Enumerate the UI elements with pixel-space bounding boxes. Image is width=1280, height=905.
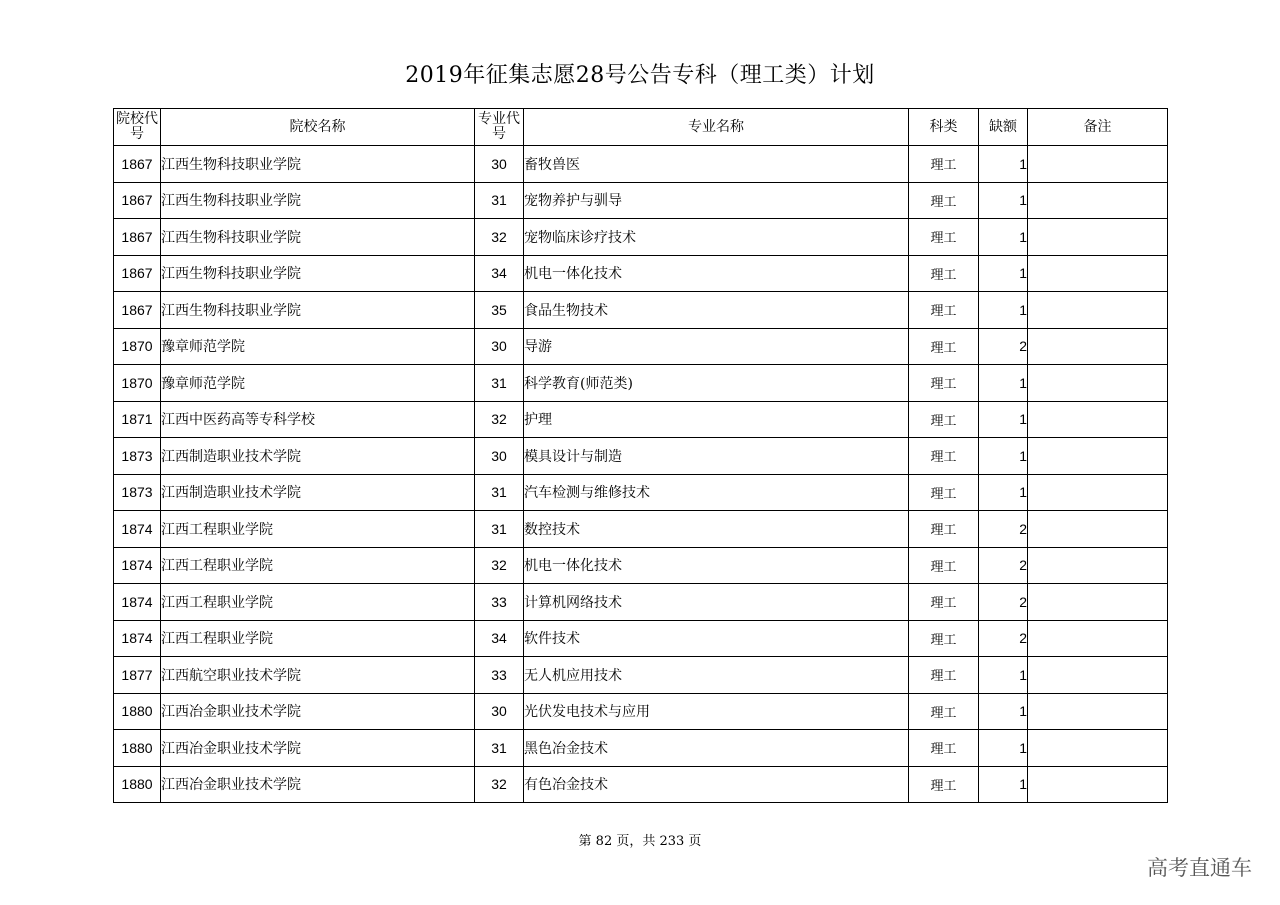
cell-quota: 2 — [979, 547, 1028, 584]
cell-quota: 1 — [979, 693, 1028, 730]
cell-quota: 2 — [979, 620, 1028, 657]
cell-major-code: 30 — [475, 328, 524, 365]
cell-quota: 2 — [979, 328, 1028, 365]
cell-major-name: 机电一体化技术 — [524, 547, 909, 584]
cell-major-name: 科学教育(师范类) — [524, 365, 909, 402]
cell-major-code: 34 — [475, 255, 524, 292]
cell-remarks — [1028, 620, 1168, 657]
cell-major-name: 数控技术 — [524, 511, 909, 548]
cell-major-code: 32 — [475, 547, 524, 584]
cell-school-code: 1874 — [114, 511, 161, 548]
table-row — [114, 547, 1168, 584]
cell-quota: 1 — [979, 438, 1028, 475]
cell-major-name: 光伏发电技术与应用 — [524, 693, 909, 730]
cell-category: 理工 — [909, 328, 979, 365]
cell-major-name: 软件技术 — [524, 620, 909, 657]
cell-quota: 2 — [979, 511, 1028, 548]
cell-school-name: 江西生物科技职业学院 — [161, 255, 475, 292]
cell-school-name: 江西制造职业技术学院 — [161, 474, 475, 511]
header-category: 科类 — [909, 109, 979, 146]
cell-major-name: 黑色冶金技术 — [524, 730, 909, 767]
cell-school-code: 1870 — [114, 328, 161, 365]
cell-remarks — [1028, 182, 1168, 219]
cell-major-code: 30 — [475, 693, 524, 730]
cell-remarks — [1028, 766, 1168, 803]
table-row — [114, 328, 1168, 365]
cell-remarks — [1028, 657, 1168, 694]
cell-remarks — [1028, 255, 1168, 292]
cell-school-name: 江西航空职业技术学院 — [161, 657, 475, 694]
cell-quota: 2 — [979, 584, 1028, 621]
cell-remarks — [1028, 693, 1168, 730]
cell-remarks — [1028, 219, 1168, 256]
cell-category: 理工 — [909, 547, 979, 584]
cell-category: 理工 — [909, 182, 979, 219]
cell-major-name: 汽车检测与维修技术 — [524, 474, 909, 511]
page-footer: 第 82 页，共 233 页 — [578, 834, 702, 849]
cell-school-name: 江西生物科技职业学院 — [161, 292, 475, 329]
cell-major-code: 32 — [475, 401, 524, 438]
cell-major-name: 无人机应用技术 — [524, 657, 909, 694]
cell-school-code: 1867 — [114, 255, 161, 292]
header-major-name: 专业名称 — [524, 109, 909, 146]
cell-category: 理工 — [909, 146, 979, 183]
cell-major-name: 宠物养护与驯导 — [524, 182, 909, 219]
cell-category: 理工 — [909, 620, 979, 657]
cell-school-name: 江西冶金职业技术学院 — [161, 730, 475, 767]
cell-school-code: 1874 — [114, 584, 161, 621]
table-row — [114, 474, 1168, 511]
cell-school-name: 江西工程职业学院 — [161, 584, 475, 621]
cell-school-code: 1880 — [114, 693, 161, 730]
cell-school-code: 1874 — [114, 547, 161, 584]
watermark: 高考直通车 — [1147, 856, 1252, 880]
cell-category: 理工 — [909, 511, 979, 548]
cell-major-code: 30 — [475, 146, 524, 183]
cell-major-name: 宠物临床诊疗技术 — [524, 219, 909, 256]
cell-school-code: 1874 — [114, 620, 161, 657]
cell-major-name: 有色冶金技术 — [524, 766, 909, 803]
cell-remarks — [1028, 511, 1168, 548]
cell-school-code: 1873 — [114, 438, 161, 475]
cell-school-name: 江西工程职业学院 — [161, 547, 475, 584]
header-remarks: 备注 — [1028, 109, 1168, 146]
cell-major-name: 畜牧兽医 — [524, 146, 909, 183]
header-row — [114, 109, 1168, 146]
cell-major-name: 计算机网络技术 — [524, 584, 909, 621]
cell-school-code: 1867 — [114, 182, 161, 219]
header-school-code: 院校代号 — [114, 109, 161, 146]
cell-category: 理工 — [909, 219, 979, 256]
cell-major-code: 32 — [475, 766, 524, 803]
cell-major-code: 31 — [475, 730, 524, 767]
cell-remarks — [1028, 584, 1168, 621]
cell-major-name: 模具设计与制造 — [524, 438, 909, 475]
cell-category: 理工 — [909, 438, 979, 475]
cell-major-code: 31 — [475, 182, 524, 219]
cell-school-code: 1867 — [114, 219, 161, 256]
cell-major-code: 31 — [475, 474, 524, 511]
cell-major-code: 33 — [475, 584, 524, 621]
cell-category: 理工 — [909, 255, 979, 292]
cell-category: 理工 — [909, 730, 979, 767]
table-row — [114, 693, 1168, 730]
cell-quota: 1 — [979, 657, 1028, 694]
cell-quota: 1 — [979, 401, 1028, 438]
cell-school-code: 1867 — [114, 146, 161, 183]
cell-remarks — [1028, 401, 1168, 438]
cell-major-code: 34 — [475, 620, 524, 657]
cell-major-code: 32 — [475, 219, 524, 256]
cell-quota: 1 — [979, 766, 1028, 803]
cell-quota: 1 — [979, 474, 1028, 511]
table-row — [114, 182, 1168, 219]
cell-category: 理工 — [909, 657, 979, 694]
cell-category: 理工 — [909, 766, 979, 803]
cell-remarks — [1028, 328, 1168, 365]
cell-category: 理工 — [909, 365, 979, 402]
cell-school-code: 1871 — [114, 401, 161, 438]
cell-school-name: 江西生物科技职业学院 — [161, 219, 475, 256]
table-row — [114, 365, 1168, 402]
table-row — [114, 438, 1168, 475]
cell-major-name: 食品生物技术 — [524, 292, 909, 329]
cell-major-code: 31 — [475, 511, 524, 548]
header-major-code: 专业代号 — [475, 109, 524, 146]
cell-category: 理工 — [909, 401, 979, 438]
cell-quota: 1 — [979, 365, 1028, 402]
cell-major-name: 机电一体化技术 — [524, 255, 909, 292]
table-row — [114, 730, 1168, 767]
cell-quota: 1 — [979, 255, 1028, 292]
cell-school-name: 江西工程职业学院 — [161, 511, 475, 548]
cell-quota: 1 — [979, 182, 1028, 219]
table-row — [114, 219, 1168, 256]
table-row — [114, 511, 1168, 548]
cell-school-code: 1880 — [114, 766, 161, 803]
cell-school-code: 1867 — [114, 292, 161, 329]
cell-school-name: 江西生物科技职业学院 — [161, 146, 475, 183]
cell-major-code: 30 — [475, 438, 524, 475]
plan-table-body — [114, 146, 1168, 803]
cell-remarks — [1028, 474, 1168, 511]
cell-remarks — [1028, 365, 1168, 402]
cell-quota: 1 — [979, 146, 1028, 183]
header-school-name: 院校名称 — [161, 109, 475, 146]
cell-category: 理工 — [909, 292, 979, 329]
table-row — [114, 766, 1168, 803]
cell-quota: 1 — [979, 730, 1028, 767]
cell-school-name: 江西生物科技职业学院 — [161, 182, 475, 219]
table-row — [114, 584, 1168, 621]
cell-school-name: 江西中医药高等专科学校 — [161, 401, 475, 438]
cell-remarks — [1028, 292, 1168, 329]
header-quota: 缺额 — [979, 109, 1028, 146]
cell-school-name: 豫章师范学院 — [161, 328, 475, 365]
cell-school-code: 1877 — [114, 657, 161, 694]
cell-remarks — [1028, 146, 1168, 183]
cell-major-name: 导游 — [524, 328, 909, 365]
page-title: 2019年征集志愿28号公告专科（理工类）计划 — [405, 63, 875, 88]
table-row — [114, 146, 1168, 183]
cell-remarks — [1028, 547, 1168, 584]
table-row — [114, 255, 1168, 292]
table-row — [114, 292, 1168, 329]
cell-remarks — [1028, 730, 1168, 767]
cell-school-name: 江西冶金职业技术学院 — [161, 766, 475, 803]
cell-quota: 1 — [979, 219, 1028, 256]
table-row — [114, 620, 1168, 657]
cell-major-name: 护理 — [524, 401, 909, 438]
cell-category: 理工 — [909, 474, 979, 511]
plan-table — [113, 108, 1168, 803]
cell-major-code: 35 — [475, 292, 524, 329]
cell-remarks — [1028, 438, 1168, 475]
cell-category: 理工 — [909, 584, 979, 621]
cell-major-code: 33 — [475, 657, 524, 694]
cell-school-code: 1873 — [114, 474, 161, 511]
table-row — [114, 401, 1168, 438]
table-row — [114, 657, 1168, 694]
cell-major-code: 31 — [475, 365, 524, 402]
cell-quota: 1 — [979, 292, 1028, 329]
cell-category: 理工 — [909, 693, 979, 730]
cell-school-name: 江西冶金职业技术学院 — [161, 693, 475, 730]
cell-school-name: 江西工程职业学院 — [161, 620, 475, 657]
cell-school-name: 豫章师范学院 — [161, 365, 475, 402]
cell-school-code: 1870 — [114, 365, 161, 402]
cell-school-code: 1880 — [114, 730, 161, 767]
cell-school-name: 江西制造职业技术学院 — [161, 438, 475, 475]
